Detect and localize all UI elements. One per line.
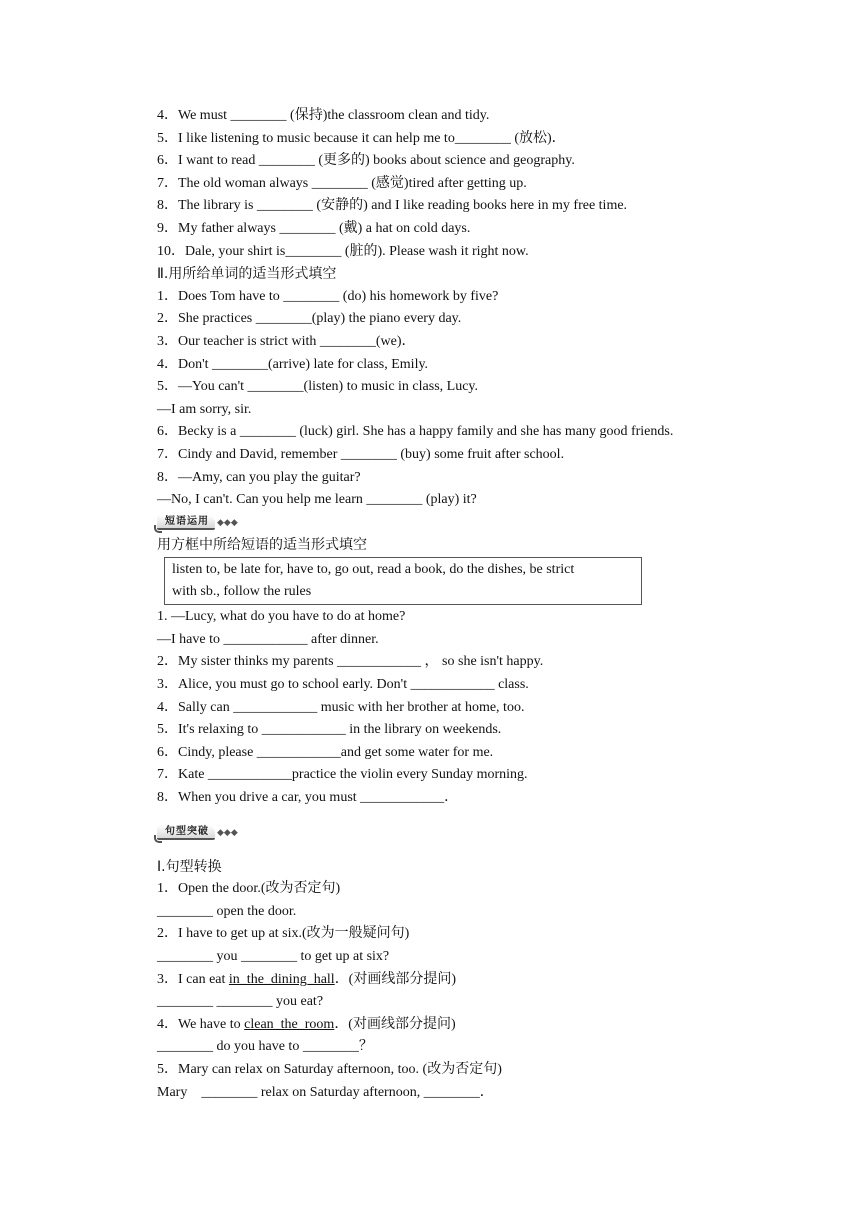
- answer-line: ________ ________ you eat?: [157, 994, 324, 1010]
- exercise-line: 8．—Amy, can you play the guitar?: [157, 469, 361, 485]
- part2-lines: [157, 286, 757, 512]
- spacer: [157, 844, 757, 856]
- sentence-section-badge: [157, 822, 757, 844]
- exercise-line: 4．Sally can ____________ music with her brother at home, too.: [157, 699, 525, 715]
- exercise-line: 7．Kate ____________practice the violin every Sunday morning.: [157, 767, 528, 783]
- exercise-line: 10．Dale, your shirt is________ (脏的). Please wash it right now.: [157, 243, 529, 259]
- answer-line: Mary ________ relax on Saturday afternoon, ________．: [157, 1084, 494, 1100]
- exercise-line: 6．Cindy, please ____________and get some water for me.: [157, 744, 494, 760]
- exercise-line: 2．My sister thinks my parents ____________ ， so she isn't happy.: [157, 654, 544, 670]
- question-text: 3．I can eat: [157, 971, 229, 987]
- badge-label: 短语运用: [157, 515, 215, 530]
- exercise-line: 3．Our teacher is strict with ________(we)．: [157, 333, 416, 349]
- diamond-dots-icon: ◆◆◆: [217, 517, 238, 528]
- section-heading: Ⅰ.句型转换: [157, 858, 222, 875]
- exercise-line: 3．Alice, you must go to school early. Don't ____________ class.: [157, 677, 529, 693]
- exercise-line: 4．We must ________ (保持)the classroom clean and tidy.: [157, 108, 490, 123]
- exercise-line: 5．Mary can relax on Saturday afternoon, too. (改为否定句): [157, 1061, 502, 1077]
- worksheet: [157, 105, 757, 1104]
- question-instruction: ．(对画线部分提问): [334, 1016, 456, 1032]
- question-instruction: ．(对画线部分提问): [334, 971, 457, 987]
- part1-lines: [157, 105, 757, 263]
- exercise-line: 4．Don't ________(arrive) late for class, Emily.: [157, 356, 429, 372]
- spacer: [157, 810, 757, 822]
- exercise-line: 5．—You can't ________(listen) to music in class, Lucy.: [157, 379, 478, 395]
- phrase-box-line: with sb., follow the rules: [172, 584, 312, 600]
- answer-line: ________ open the door.: [157, 903, 297, 919]
- exercise-line: [157, 1014, 757, 1037]
- phrase-box-line: listen to, be late for, have to, go out, read a book, do the dishes, be strict: [172, 562, 575, 578]
- exercise-line: 5．I like listening to music because it can help me to________ (放松)．: [157, 130, 566, 146]
- exercise-line: 1．Open the door.(改为否定句): [157, 881, 341, 897]
- exercise-line: —No, I can't. Can you help me learn ________ (play) it?: [157, 492, 477, 508]
- badge-label: 句型突破: [157, 825, 215, 840]
- phrase-section-badge: [157, 512, 757, 534]
- answer-line: ________ do you have to ________？: [157, 1039, 373, 1055]
- diamond-dots-icon: ◆◆◆: [217, 827, 238, 838]
- exercise-line: —I am sorry, sir.: [157, 401, 252, 417]
- answer-line: ________ you ________ to get up at six?: [157, 949, 390, 964]
- exercise-line: 8．The library is ________ (安静的) and I like reading books here in my free time.: [157, 198, 628, 214]
- exercise-line: 7．The old woman always ________ (感觉)tired after getting up.: [157, 175, 527, 191]
- section-heading: 用方框中所给短语的适当形式填空: [157, 536, 367, 553]
- exercise-line: 2．She practices ________(play) the piano every day.: [157, 311, 462, 327]
- exercise-line: —I have to ____________ after dinner.: [157, 631, 379, 647]
- underlined-phrase: clean_the_room: [244, 1016, 335, 1032]
- exercise-line: 6．Becky is a ________ (luck) girl. She has a happy family and she has many good friends.: [157, 424, 674, 440]
- exercise-line: 6．I want to read ________ (更多的) books about science and geography.: [157, 153, 575, 169]
- phrase-lines: [157, 606, 757, 809]
- underlined-phrase: in_the_dining_hall: [228, 971, 335, 987]
- exercise-line: 1. —Lucy, what do you have to do at home?: [157, 609, 406, 625]
- exercise-line: 5．It's relaxing to ____________ in the library on weekends.: [157, 722, 502, 738]
- exercise-line: 8．When you drive a car, you must ____________．: [157, 790, 459, 806]
- phrase-box: [164, 557, 642, 605]
- exercise-line: [157, 969, 757, 992]
- exercise-line: 7．Cindy and David, remember ________ (buy) some fruit after school.: [157, 446, 565, 462]
- sentence-lines: [157, 878, 757, 1104]
- section-heading: Ⅱ.用所给单词的适当形式填空: [157, 266, 337, 283]
- exercise-line: 9．My father always ________ (戴) a hat on cold days.: [157, 220, 471, 236]
- question-text: 4．We have to: [157, 1016, 245, 1032]
- exercise-line: 2．I have to get up at six.(改为一般疑问句): [157, 926, 410, 942]
- exercise-line: 1．Does Tom have to ________ (do) his homework by five?: [157, 288, 499, 304]
